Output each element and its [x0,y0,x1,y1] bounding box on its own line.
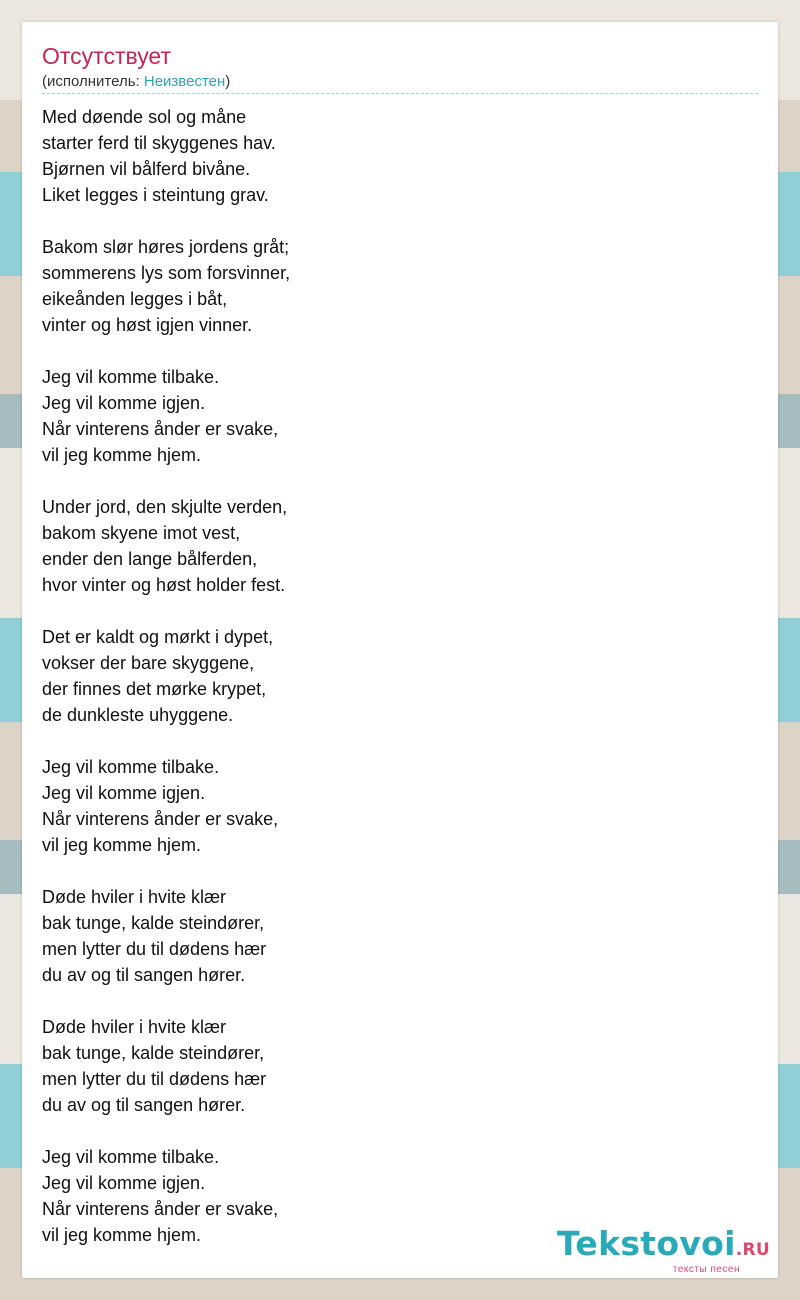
stanza [42,104,290,208]
logo-wordmark [557,1226,770,1268]
lyric-line: sommerens lys som forsvinner, [42,263,291,283]
lyric-line: Med døende sol og måne [42,107,247,127]
lyric-line: vil jeg komme hjem. [42,1225,202,1245]
stanza [42,364,290,468]
lyric-line: du av og til sangen hører. [42,1095,246,1115]
lyric-line: bak tunge, kalde steindører, [42,1043,265,1063]
lyric-line: Jeg vil komme tilbake. [42,367,220,387]
artist-suffix: ) [225,73,231,90]
lyric-line: du av og til sangen hører. [42,965,246,985]
lyric-line: Bakom slør høres jordens gråt; [42,237,290,257]
lyric-line: Jeg vil komme igjen. [42,1173,206,1193]
lyric-line: bakom skyene imot vest, [42,523,241,543]
stanza [42,494,290,598]
lyric-line: vil jeg komme hjem. [42,445,202,465]
lyric-line: hvor vinter og høst holder fest. [42,575,286,595]
logo-tld: .RU [735,1240,770,1260]
stanza [42,884,290,988]
lyric-line: Døde hviler i hvite klær [42,887,227,907]
lyric-line: Døde hviler i hvite klær [42,1017,227,1037]
lyric-line: Jeg vil komme tilbake. [42,757,220,777]
stanza [42,754,290,858]
lyric-line: bak tunge, kalde steindører, [42,913,265,933]
artist-prefix: (исполнитель: [42,73,144,90]
lyric-line: eikeånden legges i båt, [42,289,228,309]
lyric-line: vil jeg komme hjem. [42,835,202,855]
logo-tagline: тексты песен [672,1264,740,1275]
lyric-line: ender den lange bålferden, [42,549,258,569]
lyric-line: Jeg vil komme igjen. [42,393,206,413]
site-logo[interactable] [557,1226,770,1276]
lyric-line: Når vinterens ånder er svake, [42,809,279,829]
header-divider [42,93,758,94]
lyric-line: Når vinterens ånder er svake, [42,419,279,439]
lyric-line: Jeg vil komme igjen. [42,783,206,803]
lyric-line: vokser der bare skyggene, [42,653,255,673]
logo-main-text: Tekstovoi [556,1224,736,1263]
lyric-line: Bjørnen vil bålferd bivåne. [42,159,251,179]
lyrics-card [22,22,778,1278]
lyric-line: men lytter du til dødens hær [42,939,267,959]
lyric-line: men lytter du til dødens hær [42,1069,267,1089]
artist-line [42,72,230,92]
lyric-line: der finnes det mørke krypet, [42,679,267,699]
stanza [42,1144,290,1248]
lyric-line: de dunkleste uhyggene. [42,705,234,725]
lyric-line: starter ferd til skyggenes hav. [42,133,276,153]
lyric-line: vinter og høst igjen vinner. [42,315,253,335]
artist-link[interactable]: Неизвестен [143,73,226,90]
lyric-line: Liket legges i steintung grav. [42,185,269,205]
lyrics-text [42,104,290,1248]
stanza [42,624,290,728]
stanza [42,1014,290,1118]
lyric-line: Jeg vil komme tilbake. [42,1147,220,1167]
song-title: Отсутствует [42,43,171,69]
stanza [42,234,290,338]
lyric-line: Når vinterens ånder er svake, [42,1199,279,1219]
lyric-line: Under jord, den skjulte verden, [42,497,288,517]
lyric-line: Det er kaldt og mørkt i dypet, [42,627,274,647]
